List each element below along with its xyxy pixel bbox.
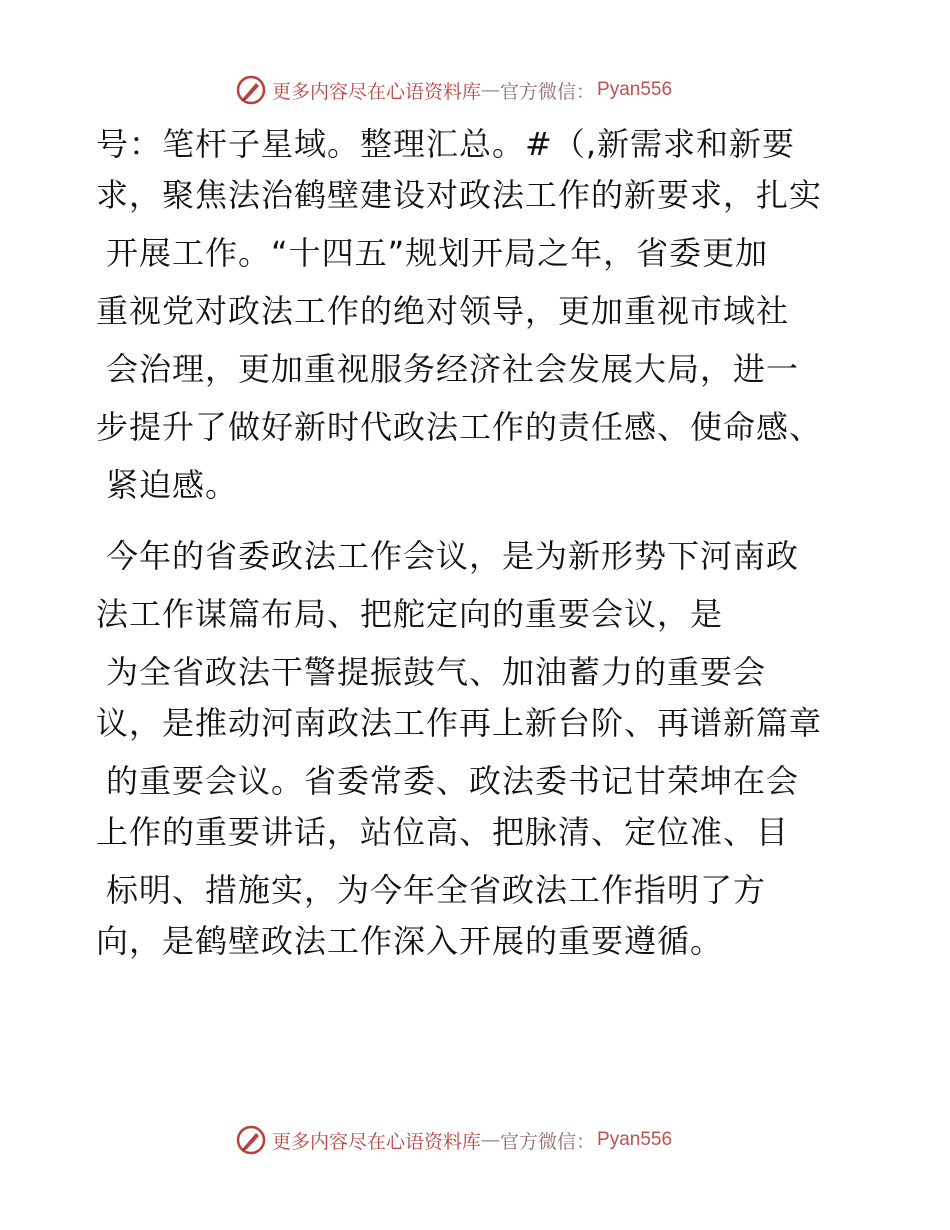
header-banner (236, 72, 672, 108)
body-line-1: 号：笔杆子星域。整理汇总。#（,新需求和新要 (96, 125, 795, 163)
document-body (96, 126, 876, 959)
header-wechat-id: Pyan556 (597, 79, 673, 100)
quill-logo-icon (236, 1125, 266, 1155)
body-line-14: 标明、措施实，为今年全省政法工作指明了方 (106, 871, 767, 909)
quill-logo-icon (236, 75, 266, 105)
footer-slogan: 更多内容尽在心语资料库 (272, 1130, 482, 1153)
body-line-5: 会治理，更加重视服务经济社会发展大局，进一 (106, 350, 800, 388)
body-line-6: 步提升了做好新时代政法工作的责任感、使命感、 (96, 408, 823, 446)
header-wechat-label: 官方微信： (500, 80, 596, 103)
body-line-11: 议，是推动河南政法工作再上新台阶、再谱新篇章 (96, 704, 823, 742)
body-line-4: 重视党对政法工作的绝对领导，更加重视市域社 (96, 292, 790, 330)
body-line-2: 求，聚焦法治鹤壁建设对政法工作的新要求，扎实 (96, 176, 823, 214)
body-line-9: 法工作谋篇布局、把舵定向的重要会议，是 (96, 595, 724, 633)
body-line-13: 上作的重要讲话，站位高、把脉清、定位准、目 (96, 813, 790, 851)
body-line-3: 开展工作。“十四五”规划开局之年，省委更加 (106, 234, 769, 272)
body-line-7: 紧迫感。 (106, 466, 239, 504)
header-separator: — (481, 79, 501, 101)
footer-wechat-label: 官方微信： (500, 1130, 596, 1153)
body-line-12: 的重要会议。省委常委、政法委书记甘荣坤在会 (106, 762, 800, 800)
footer-banner (236, 1122, 672, 1158)
body-line-8: 今年的省委政法工作会议，是为新形势下河南政 (106, 537, 800, 575)
footer-wechat-id: Pyan556 (597, 1129, 673, 1150)
body-line-10: 为全省政法干警提振鼓气、加油蓄力的重要会 (106, 653, 767, 691)
body-line-15: 向，是鹤壁政法工作深入开展的重要遵循。 (96, 922, 724, 960)
footer-separator: — (481, 1129, 501, 1151)
header-slogan: 更多内容尽在心语资料库 (272, 80, 482, 103)
